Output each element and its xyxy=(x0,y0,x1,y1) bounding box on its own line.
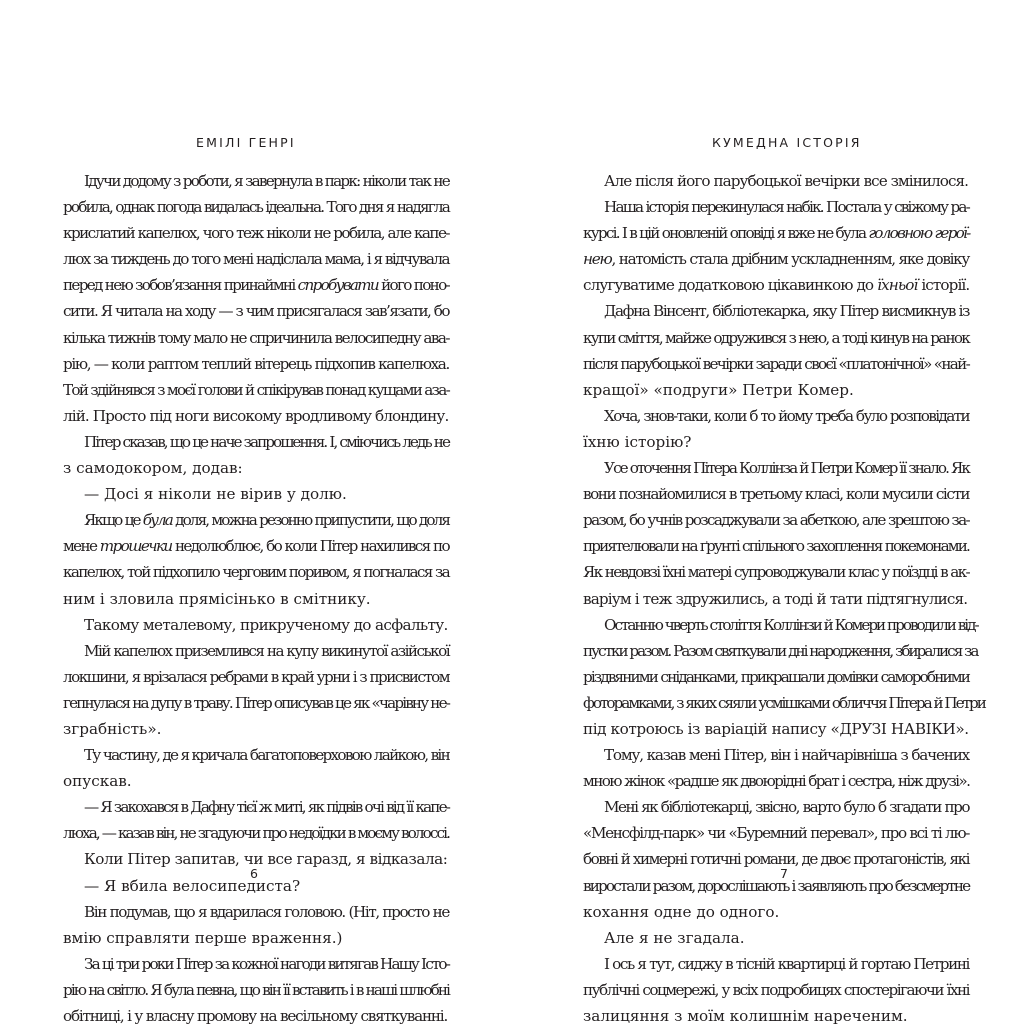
text-line xyxy=(63,272,449,298)
text-line xyxy=(583,716,969,742)
text-line xyxy=(63,220,449,246)
text-segment: пустки разом. Разом святкували дні народження, збиралися за xyxy=(583,641,978,660)
text-line xyxy=(583,794,969,820)
italic-text: їхньої xyxy=(877,276,918,295)
text-segment: Той здійнявся з моєї голови й спікірував понад кущами аза- xyxy=(63,380,449,399)
text-segment: За ці три роки Пітер за кожної нагоди витягав Нашу Істо- xyxy=(84,954,449,973)
text-segment: виростали разом, дорослішають і заявляють про безсмертне xyxy=(583,876,970,895)
text-line xyxy=(63,794,449,820)
text-line xyxy=(583,507,969,533)
text-line xyxy=(63,298,449,324)
text-segment: Тому, казав мені Пітер, він і найчарівніша з бачених xyxy=(604,746,969,765)
text-line xyxy=(583,820,969,846)
text-segment: Пітер сказав, що це наче запрошення. І, сміючись ледь не xyxy=(84,432,449,451)
text-line xyxy=(583,664,969,690)
text-segment: обітниці, і у власну промову на весільному святкуванні. xyxy=(63,1007,448,1025)
text-segment: бовні й химерні готичні романи, де двоє протагоністів, які xyxy=(583,850,969,869)
text-line xyxy=(63,403,449,429)
text-segment: сити. Я читала на ходу — з чим присягалася зав’язати, бо xyxy=(63,302,449,321)
text-segment: крислатий капелюх, чого теж ніколи не робила, але капе- xyxy=(63,224,449,243)
text-line xyxy=(63,925,449,951)
text-segment: Мій капелюх приземлився на купу викинутої азійської xyxy=(84,641,449,660)
text-line xyxy=(583,873,969,899)
text-line xyxy=(63,664,449,690)
text-segment: — Досі я ніколи не вірив у долю. xyxy=(84,485,347,504)
text-line xyxy=(583,533,969,559)
text-segment: Коли Пітер запитав, чи все гаразд, я відказала: xyxy=(84,850,448,869)
text-segment: разом, бо учнів розсаджували за абеткою, але зрештою за- xyxy=(583,511,969,530)
text-segment: мною жінок «радше як двоюрідні брат і сестра, ніж друзі». xyxy=(583,772,970,791)
italic-text: трошечки xyxy=(99,537,172,556)
text-segment: люха, — казав він, не згадуючи про недоїдки в моєму волоссі. xyxy=(63,824,450,843)
text-line xyxy=(583,846,969,872)
text-segment: їхню історію? xyxy=(583,432,692,451)
italic-text: була xyxy=(142,511,172,530)
left-page xyxy=(0,0,512,1024)
text-line xyxy=(63,351,449,377)
text-segment: рію на світло. Я була певна, що він її вставить і в наші шлюбні xyxy=(63,980,449,999)
text-segment: варіум і теж здружились, а тоді й тати підтягнулися. xyxy=(583,589,968,608)
text-line xyxy=(63,559,449,585)
text-segment: Такому металевому, прикрученому до асфальту. xyxy=(84,615,448,634)
text-line xyxy=(583,377,969,403)
text-line xyxy=(583,1003,969,1029)
text-segment: вони познайомилися в третьому класі, коли мусили сісти xyxy=(583,485,969,504)
text-line xyxy=(583,194,969,220)
text-segment: Дафна Вінсент, бібліотекарка, яку Пітер висмикнув із xyxy=(604,302,969,321)
text-line xyxy=(583,559,969,585)
text-segment: курсі. І в цій оновленій оповіді я вже не була xyxy=(583,224,869,243)
text-line xyxy=(583,351,969,377)
text-segment: історії. xyxy=(917,276,970,295)
text-segment: Але я не згадала. xyxy=(604,928,745,947)
italic-text: спробувати xyxy=(297,276,378,295)
text-segment: І ось я тут, сиджу в тісній квартирці й гортаю Петрині xyxy=(604,954,969,973)
page-number-right: 7 xyxy=(780,866,788,881)
text-line xyxy=(63,429,449,455)
text-segment: купи сміття, майже одружився з нею, а тоді кинув на ранок xyxy=(583,328,969,347)
text-segment: Ідучи додому з роботи, я завернула в парк: ніколи так не xyxy=(84,172,449,190)
text-segment: опускав. xyxy=(63,772,132,791)
text-line xyxy=(583,951,969,977)
text-line xyxy=(583,246,969,272)
text-line xyxy=(63,1003,449,1029)
text-segment: слугуватиме додатковою цікавинкою до xyxy=(583,276,878,295)
text-line xyxy=(63,768,449,794)
text-segment: — Я вбила велосипедиста? xyxy=(84,876,301,895)
text-segment: з самодокором, додав: xyxy=(63,459,243,478)
text-line xyxy=(583,586,969,612)
text-segment: Останню чверть століття Коллінзи й Комери проводили від- xyxy=(604,615,978,634)
text-line xyxy=(583,220,969,246)
left-text-block xyxy=(63,168,449,1029)
right-text-block xyxy=(583,168,985,1029)
text-line xyxy=(63,246,449,272)
text-line xyxy=(583,925,969,951)
text-line xyxy=(583,612,978,638)
text-segment: капелюх, той підхопило черговим поривом, я погналася за xyxy=(63,563,449,582)
text-segment: люх за тиждень до того мені надіслала мама, і я відчувала xyxy=(63,250,449,269)
right-page xyxy=(512,0,1024,1024)
text-line xyxy=(583,272,969,298)
text-line xyxy=(583,429,969,455)
text-line xyxy=(583,899,969,925)
running-head-title: КУМЕДНА ІСТОРІЯ xyxy=(712,135,862,150)
text-line xyxy=(63,742,449,768)
text-segment: ним і зловила прямісінько в смітнику. xyxy=(63,589,371,608)
text-segment: кілька тижнів тому мало не спричинила велосипедну ава- xyxy=(63,328,449,347)
text-line xyxy=(63,455,449,481)
text-line xyxy=(63,533,449,559)
text-line xyxy=(583,325,969,351)
text-line xyxy=(583,690,985,716)
text-line xyxy=(63,507,449,533)
page-number-left: 6 xyxy=(250,866,258,881)
text-line xyxy=(63,377,449,403)
text-line xyxy=(63,690,449,716)
text-segment: Але після його парубоцької вечірки все змінилося. xyxy=(604,172,969,190)
text-line xyxy=(63,638,449,664)
text-segment: під котроюсь із варіацій напису «ДРУЗІ НАВІКИ». xyxy=(583,719,969,738)
text-segment: залицяння з моїм колишнім нареченим. xyxy=(583,1007,908,1025)
text-segment: Наша історія перекинулася набік. Постала у свіжому ра- xyxy=(604,198,969,217)
text-segment: його поно- xyxy=(377,276,449,295)
text-segment: Якщо це xyxy=(84,511,143,530)
text-segment: перед нею зобов’язання принаймні xyxy=(63,276,298,295)
text-segment: зграбність». xyxy=(63,719,162,738)
text-segment: Ту частину, де я кричала багатоповерховою лайкою, він xyxy=(84,746,449,765)
text-line xyxy=(63,977,449,1003)
text-line xyxy=(583,403,969,429)
text-line xyxy=(63,951,449,977)
text-segment: , натомість стала дрібним ускладненням, яке довіку xyxy=(611,250,969,269)
text-line xyxy=(63,168,449,194)
text-segment: Як невдовзі їхні матері супроводжували клас у поїздці в ак- xyxy=(583,563,969,582)
text-segment: локшини, я врізалася ребрами в край урни і з присвистом xyxy=(63,667,449,686)
text-line xyxy=(583,638,978,664)
text-segment: лій. Просто під ноги високому вродливому блондину. xyxy=(63,406,449,425)
text-segment: «Менсфілд-парк» чи «Буремний перевал», про всі ті лю- xyxy=(583,824,969,843)
text-line xyxy=(583,768,969,794)
text-segment: гепнулася на дупу в траву. Пітер описував це як «чарівну не- xyxy=(63,693,449,712)
text-line xyxy=(583,455,969,481)
italic-text: нею xyxy=(583,250,612,269)
text-segment: Усе оточення Пітера Коллінза й Петри Комер її знало. Як xyxy=(604,459,969,478)
text-line xyxy=(63,325,449,351)
text-segment: Хоча, знов-таки, коли б то йому треба було розповідати xyxy=(604,406,969,425)
text-line xyxy=(583,168,969,194)
text-line xyxy=(583,298,969,324)
text-segment: недолюблює, бо коли Пітер нахилився по xyxy=(171,537,449,556)
text-line xyxy=(63,586,449,612)
text-segment: фоторамками, з яких сяяли усмішками обличчя Пітера й Петри xyxy=(583,693,985,712)
text-segment: доля, можна резонно припустити, що доля xyxy=(171,511,449,530)
text-segment: кохання одне до одного. xyxy=(583,902,780,921)
text-segment: мене xyxy=(63,537,100,556)
text-segment: кращої» «подруги» Петри Комер. xyxy=(583,380,854,399)
text-segment: після парубоцької вечірки заради своєї «платонічної» «най- xyxy=(583,354,969,373)
text-segment: робила, однак погода видалась ідеальна. Того дня я надягла xyxy=(63,198,449,217)
running-head-author: ЕМІЛІ ГЕНРІ xyxy=(196,135,296,150)
text-segment: приятелювали на ґрунті спільного захоплення покемонами. xyxy=(583,537,969,556)
text-segment: вмію справляти перше враження.) xyxy=(63,928,343,947)
text-segment: різдвяними сніданками, прикрашали домівки саморобними xyxy=(583,667,969,686)
text-segment: — Я закохався в Дафну тієї ж миті, як підвів очі від її капе- xyxy=(84,798,449,817)
text-line xyxy=(63,194,449,220)
text-line xyxy=(583,742,969,768)
text-line xyxy=(583,481,969,507)
text-line xyxy=(583,977,969,1003)
text-segment: публічні соцмережі, у всіх подробицях спостерігаючи їхні xyxy=(583,980,969,999)
text-line xyxy=(63,820,449,846)
text-segment: Він подумав, що я вдарилася головою. (Ніт, просто не xyxy=(84,902,449,921)
text-line xyxy=(63,481,449,507)
text-line xyxy=(63,899,449,925)
text-segment: Мені як бібліотекарці, звісно, варто було б згадати про xyxy=(604,798,969,817)
text-segment: рію, — коли раптом теплий вітерець підхопив капелюха. xyxy=(63,354,449,373)
italic-text: головною герої- xyxy=(868,224,970,243)
text-line xyxy=(63,716,449,742)
text-line xyxy=(63,612,449,638)
